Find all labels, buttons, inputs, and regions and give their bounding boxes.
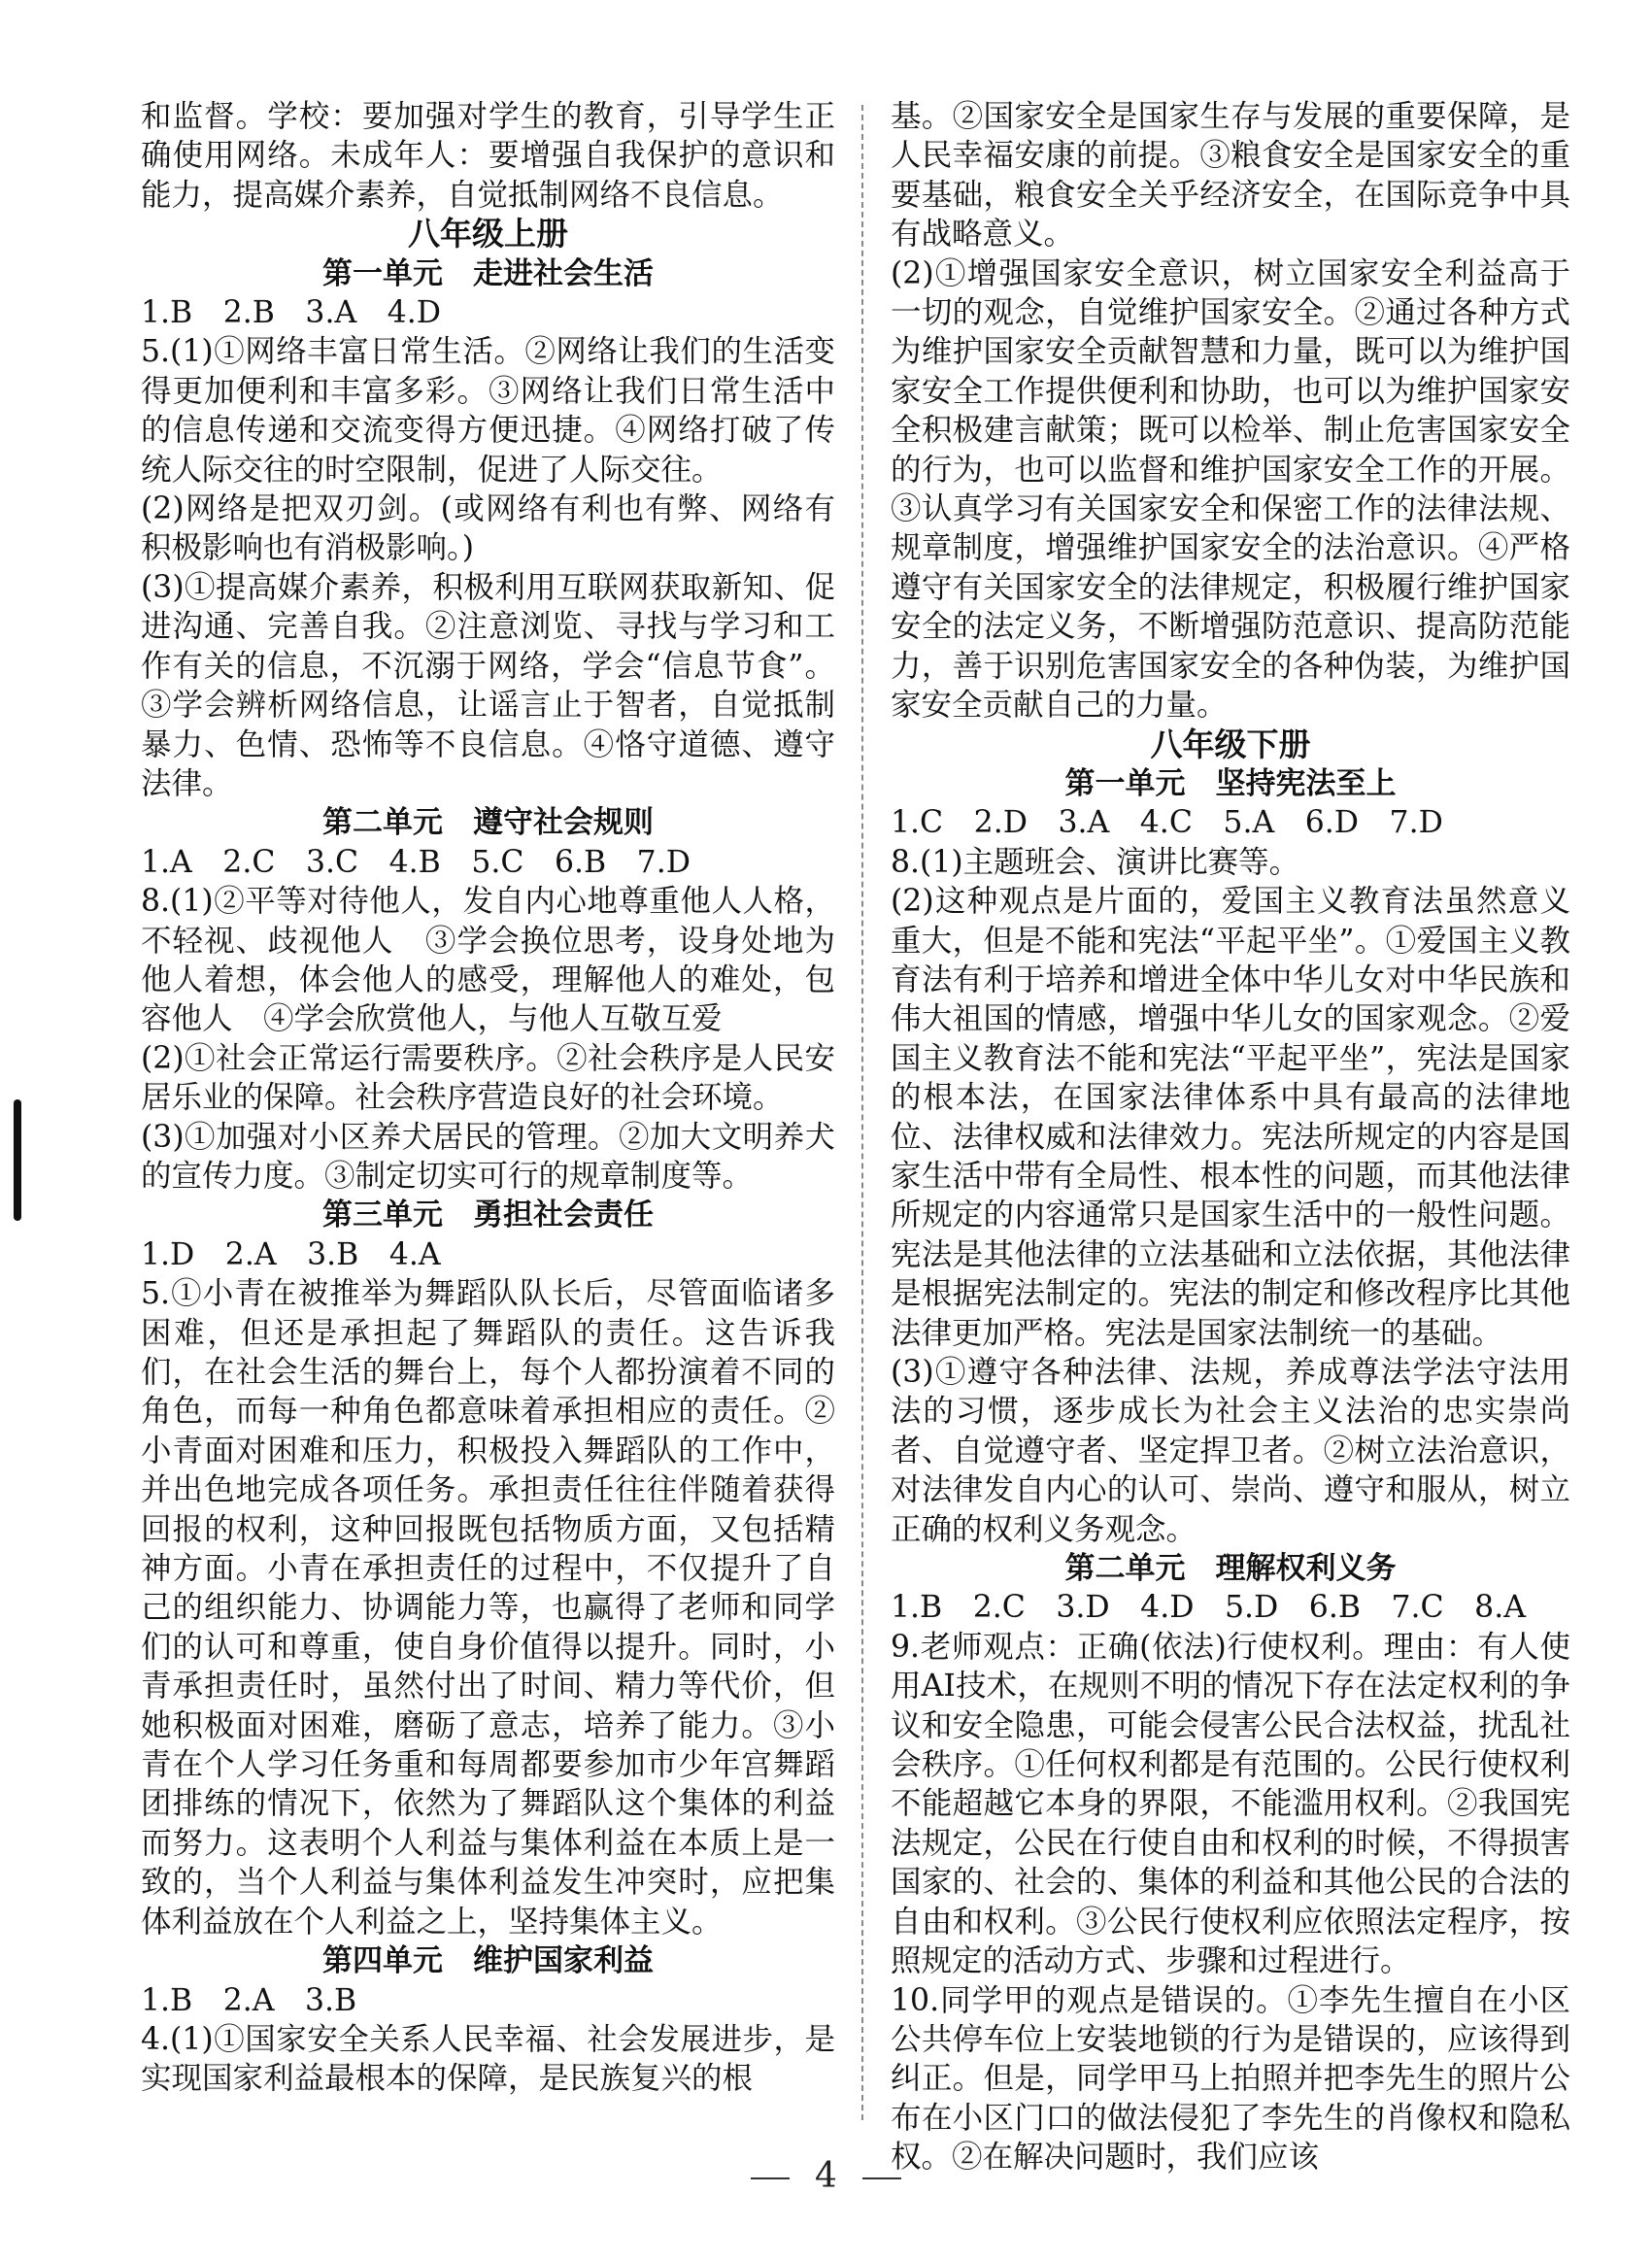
unit-heading: 第四单元 维护国家利益 (322, 1943, 654, 1979)
right-column (891, 97, 1570, 2177)
answer-paragraph: 1.C 2.D 3.A 4.C 5.A 6.D 7.D (891, 805, 1443, 841)
page-footer (0, 2156, 1652, 2196)
answer-paragraph: 1.D 2.A 3.B 4.A (141, 1236, 441, 1272)
left-column (141, 97, 835, 2099)
answer-paragraph: (2)①社会正常运行需要秩序。②社会秩序是人民安居乐业的保障。社会秩序营造良好的社会环境。 (141, 1040, 835, 1116)
unit-heading: 第三单元 勇担社会责任 (322, 1198, 654, 1233)
unit-heading: 第二单元 遵守社会规则 (322, 805, 654, 841)
answer-paragraph: (2)这种观点是片面的，爱国主义教育法虽然意义重大，但是不能和宪法“平起平坐”。①爱国主义教育法有利于培养和增进全体中华儿女对中华民族和伟大祖国的情感，增强中华儿女的国家观念。②爱国主义教育法不能和宪法“平起平坐”，宪法是国家的根本法，在国家法律体系中具有最高的法律地位、法律权威和法律效力。宪法所规定的内容是国家生活中带有全局性、根本性的问题，而其他法律所规定的内容通常只是国家生活中的一般性问题。宪法是其他法律的立法基础和立法依据，其他法律是根据宪法制定的。宪法的制定和修改程序比其他法律更加严格。宪法是国家法制统一的基础。 (891, 884, 1570, 1351)
grade-heading: 八年级下册 (1150, 725, 1311, 763)
answer-paragraph: (3)①遵守各种法律、法规，养成尊法学法守法用法的习惯，逐步成长为社会主义法治的忠实崇尚者、自觉遵守者、坚定捍卫者。②树立法治意识，对法律发自内心的认可、崇尚、遵守和服从，树立正确的权利义务观念。 (891, 1355, 1570, 1547)
page-number: 4 (815, 2156, 837, 2196)
scan-edge-mark (14, 1099, 21, 1221)
answer-paragraph: (2)①增强国家安全意识，树立国家安全利益高于一切的观念，自觉维护国家安全。②通过各种方式为维护国家安全贡献智慧和力量，既可以为维护国家安全工作提供便利和协助，也可以为维护国家安全积极建言献策；既可以检举、制止危害国家安全的行为，也可以监督和维护国家安全工作的开展。③认真学习有关国家安全和保密工作的法律法规、规章制度，增强维护国家安全的法治意识。④严格遵守有关国家安全的法律规定，积极履行维护国家安全的法定义务，不断增强防范意识、提高防范能力，善于识别危害国家安全的各种伪装，为维护国家安全贡献自己的力量。 (891, 255, 1570, 724)
answer-paragraph: 基。②国家安全是国家生存与发展的重要保障，是人民幸福安康的前提。③粮食安全是国家安全的重要基础，粮食安全关乎经济安全，在国际竞争中具有战略意义。 (891, 99, 1570, 253)
answer-paragraph: (3)①提高媒介素养，积极利用互联网获取新知、促进沟通、完善自我。②注意浏览、寻找与学习和工作有关的信息，不沉溺于网络，学会“信息节食”。③学会辨析网络信息，让谣言止于智者，自觉抵制暴力、色情、恐怖等不良信息。④恪守道德、遵守法律。 (141, 569, 835, 801)
answer-paragraph: 1.A 2.C 3.C 4.B 5.C 6.B 7.D (141, 844, 691, 880)
answer-paragraph: 5.①小青在被推举为舞蹈队队长后，尽管面临诸多困难，但还是承担起了舞蹈队的责任。这告诉我们，在社会生活的舞台上，每个人都扮演着不同的角色，而每一种角色都意味着承担相应的责任。②小青面对困难和压力，积极投入舞蹈队的工作中，并出色地完成各项任务。承担责任往往伴随着获得回报的权利，这种回报既包括物质方面，又包括精神方面。小青在承担责任的过程中，不仅提升了自己的组织能力、协调能力等，也赢得了老师和同学们的认可和尊重，使自身价值得以提升。同时，小青承担责任时，虽然付出了时间、精力等代价，但她积极面对困难，磨砺了意志，培养了能力。③小青在个人学习任务重和每周都要参加市少年宫舞蹈团排练的情况下，依然为了舞蹈队这个集体的利益而努力。这表明个人利益与集体利益在本质上是一致的，当个人利益与集体利益发生冲突时，应把集体利益放在个人利益之上，坚持集体主义。 (141, 1276, 835, 1940)
unit-heading: 第一单元 坚持宪法至上 (1064, 765, 1397, 801)
answer-paragraph: 5.(1)①网络丰富日常生活。②网络让我们的生活变得更加便利和丰富多彩。③网络让我们日常生活中的信息传递和交流变得方便迅捷。④网络打破了传统人际交往的时空限制，促进了人际交往。 (141, 334, 835, 488)
answer-paragraph: 1.B 2.A 3.B (141, 1982, 357, 2018)
answer-paragraph: 4.(1)①国家安全关系人民幸福、社会发展进步，是实现国家利益最根本的保障，是民族复兴的根 (141, 2021, 835, 2097)
answer-paragraph: 9.老师观点：正确(依法)行使权利。理由：有人使用AI技术，在规则不明的情况下存在法定权利的争议和安全隐患，可能会侵害公民合法权益，扰乱社会秩序。①任何权利都是有范围的。公民行使权利不能超越它本身的界限，不能滥用权利。②我国宪法规定，公民在行使自由和权利的时候，不得损害国家的、社会的、集体的利益和其他公民的合法的自由和权利。③公民行使权利应依照法定程序，按照规定的活动方式、步骤和过程进行。 (891, 1629, 1570, 1979)
unit-heading: 第一单元 走进社会生活 (322, 255, 654, 291)
answer-paragraph: (2)网络是把双刃剑。(或网络有利也有弊、网络有积极影响也有消极影响。) (141, 491, 835, 566)
unit-heading: 第二单元 理解权利义务 (1064, 1551, 1397, 1587)
answer-paragraph: 10.同学甲的观点是错误的。①李先生擅自在小区公共停车位上安装地锁的行为是错误的，应该得到纠正。但是，同学甲马上拍照并把李先生的照片公布在小区门口的做法侵犯了李先生的肖像权和隐私权。②在解决问题时，我们应该 (891, 1982, 1570, 2176)
answer-paragraph: 1.B 2.B 3.A 4.D (141, 295, 442, 331)
column-divider (861, 105, 863, 2120)
footer-dash-right (862, 2177, 901, 2179)
answer-paragraph: 和监督。学校：要加强对学生的教育，引导学生正确使用网络。未成年人：要增强自我保护的意识和能力，提高媒介素养，自觉抵制网络不良信息。 (141, 99, 835, 213)
answer-paragraph: 1.B 2.C 3.D 4.D 5.D 6.B 7.C 8.A (891, 1590, 1526, 1626)
footer-dash-left (751, 2177, 790, 2179)
grade-heading: 八年级上册 (408, 215, 568, 253)
answer-paragraph: 8.(1)②平等对待他人，发自内心地尊重他人人格，不轻视、歧视他人 ③学会换位思考，设身处地为他人着想，体会他人的感受，理解他人的难处，包容他人 ④学会欣赏他人，与他人互敬互爱 (141, 884, 835, 1037)
answer-paragraph: 8.(1)主题班会、演讲比赛等。 (891, 844, 1300, 880)
answer-paragraph: (3)①加强对小区养犬居民的管理。②加大文明养犬的宣传力度。③制定切实可行的规章制度等。 (141, 1119, 835, 1194)
